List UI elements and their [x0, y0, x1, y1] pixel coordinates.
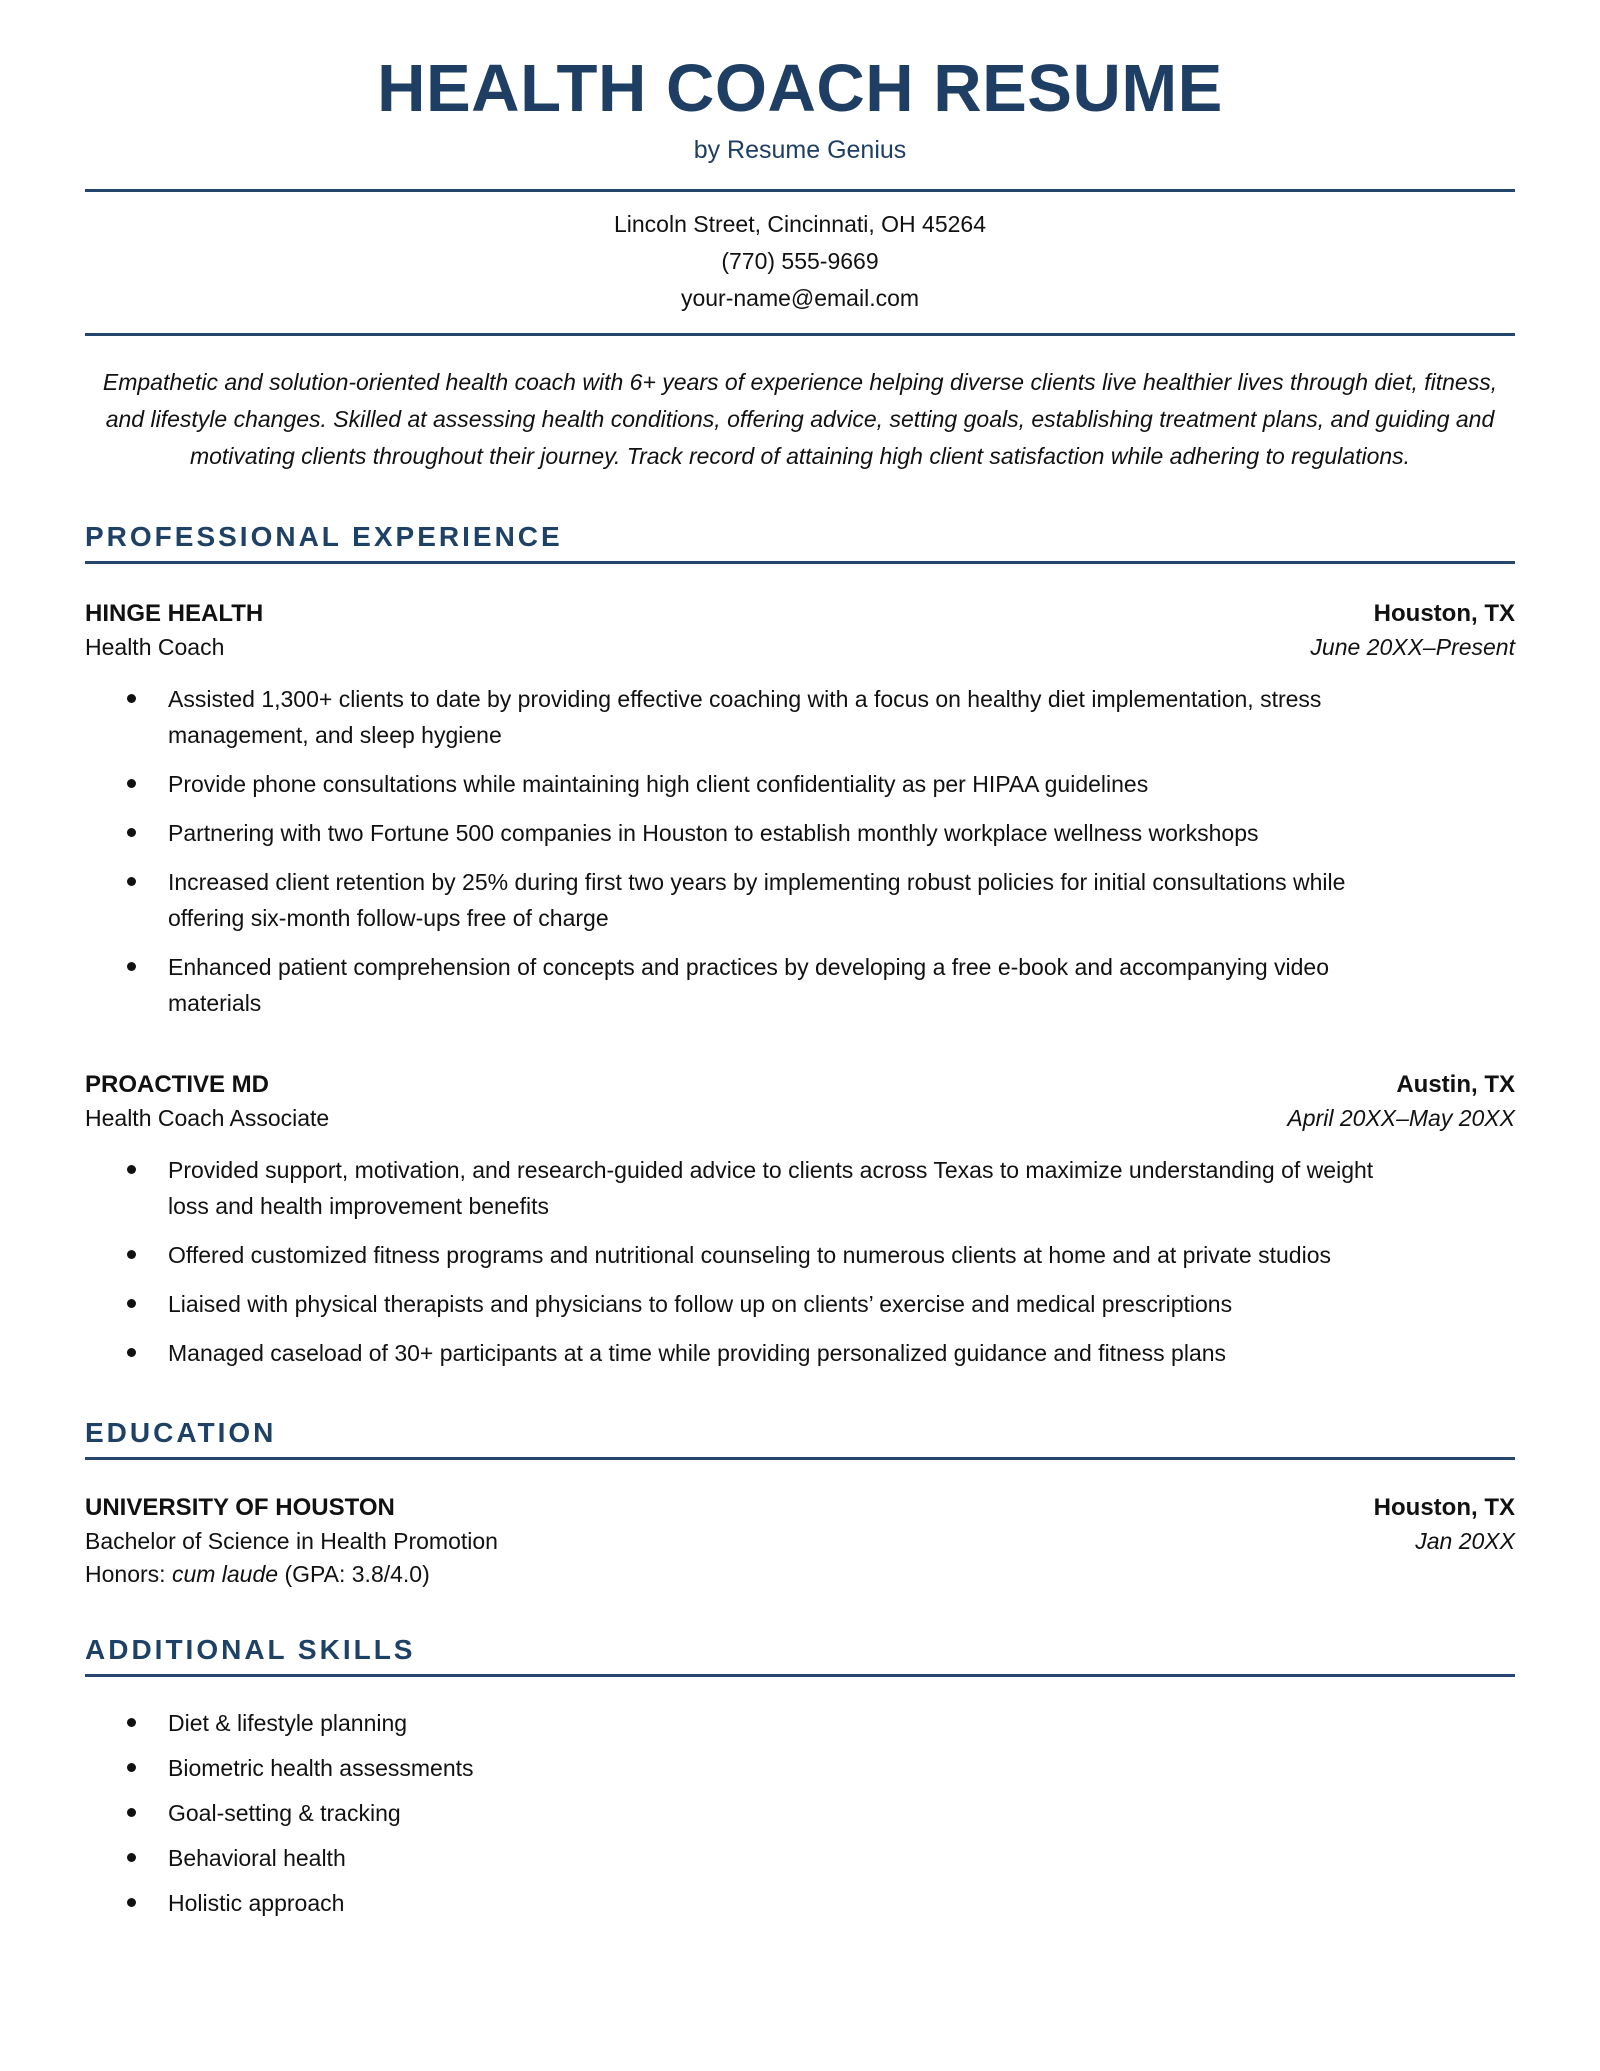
contact-phone: (770) 555-9669	[721, 247, 879, 274]
document-header	[85, 52, 1515, 165]
job-title: Health Coach Associate	[85, 1104, 330, 1131]
section-additional-skills	[85, 1634, 1515, 1921]
job-bullet: Partnering with two Fortune 500 companies in Houston to establish monthly workplace wellness workshops	[168, 815, 1390, 851]
job-dates: April 20XX–May 20XX	[1287, 1104, 1515, 1131]
job-header-row	[85, 1071, 1515, 1099]
page-title: HEALTH COACH RESUME	[377, 51, 1223, 126]
section-heading-skills: ADDITIONAL SKILLS	[85, 1633, 416, 1665]
honors-label: Honors:	[85, 1560, 172, 1587]
divider-contact	[85, 333, 1515, 336]
education-header-row	[85, 1494, 1515, 1522]
divider-experience	[85, 561, 1515, 564]
divider-education	[85, 1457, 1515, 1460]
contact-block	[85, 206, 1515, 317]
school-name: UNIVERSITY OF HOUSTON	[85, 1493, 395, 1521]
contact-address: Lincoln Street, Cincinnati, OH 45264	[613, 210, 987, 237]
skill-item: Behavioral health	[168, 1840, 1390, 1876]
degree-name: Bachelor of Science in Health Promotion	[85, 1527, 498, 1554]
honors-gpa: (GPA: 3.8/4.0)	[278, 1560, 430, 1587]
job-entry	[85, 600, 1515, 1021]
skill-item: Holistic approach	[168, 1885, 1390, 1921]
skill-item: Biometric health assessments	[168, 1750, 1390, 1786]
job-dates: June 20XX–Present	[1310, 633, 1515, 660]
job-bullet-list	[85, 1152, 1390, 1371]
job-bullet: Assisted 1,300+ clients to date by providing effective coaching with a focus on healthy diet implementation, stress management, and sleep hygiene	[168, 681, 1390, 753]
job-location: Austin, TX	[1396, 1070, 1515, 1098]
company-name: PROACTIVE MD	[85, 1070, 270, 1098]
skill-item: Goal-setting & tracking	[168, 1795, 1390, 1831]
education-degree-row	[85, 1528, 1515, 1555]
education-entry	[85, 1494, 1515, 1588]
job-role-row	[85, 634, 1515, 661]
graduation-date: Jan 20XX	[1415, 1527, 1515, 1554]
honors-line	[85, 1561, 1515, 1588]
job-bullet-list	[85, 681, 1390, 1021]
company-name: HINGE HEALTH	[85, 599, 264, 627]
section-heading-experience: PROFESSIONAL EXPERIENCE	[85, 520, 563, 552]
school-location: Houston, TX	[1373, 1493, 1515, 1521]
job-bullet: Enhanced patient comprehension of concepts and practices by developing a free e-book and accompanying video materials	[168, 949, 1390, 1021]
contact-email: your-name@email.com	[680, 284, 920, 311]
job-location: Houston, TX	[1373, 599, 1515, 627]
divider-top	[85, 189, 1515, 192]
job-header-row	[85, 600, 1515, 628]
job-bullet: Provide phone consultations while maintaining high client confidentiality as per HIPAA guidelines	[168, 766, 1390, 802]
job-entry	[85, 1071, 1515, 1371]
job-bullet: Provided support, motivation, and research-guided advice to clients across Texas to maximize understanding of weight loss and health improvement benefits	[168, 1152, 1390, 1224]
divider-skills	[85, 1674, 1515, 1677]
job-title: Health Coach	[85, 633, 225, 660]
skills-list	[85, 1705, 1390, 1921]
summary-paragraph: Empathetic and solution-oriented health coach with 6+ years of experience helping diverse clients live healthier lives through diet, fitness, and lifestyle changes. Skilled at assessing health conditions, offering advice, setting goals, establishing treatment plans, and guiding and motivating clients throughout their journey. Track record of attaining high client satisfaction while adhering to regulations.	[102, 368, 1498, 469]
skill-item: Diet & lifestyle planning	[168, 1705, 1390, 1741]
job-bullet: Liaised with physical therapists and physicians to follow up on clients’ exercise and medical prescriptions	[168, 1286, 1390, 1322]
section-professional-experience	[85, 521, 1515, 1371]
section-education	[85, 1417, 1515, 1588]
job-bullet: Increased client retention by 25% during first two years by implementing robust policies for initial consultations while offering six-month follow-ups free of charge	[168, 864, 1390, 936]
section-heading-education: EDUCATION	[85, 1416, 277, 1448]
job-role-row	[85, 1105, 1515, 1132]
job-bullet: Managed caseload of 30+ participants at a time while providing personalized guidance and fitness plans	[168, 1335, 1390, 1371]
page-subtitle: by Resume Genius	[693, 135, 907, 164]
job-bullet: Offered customized fitness programs and nutritional counseling to numerous clients at home and at private studios	[168, 1237, 1390, 1273]
honors-distinction: cum laude	[171, 1560, 279, 1587]
